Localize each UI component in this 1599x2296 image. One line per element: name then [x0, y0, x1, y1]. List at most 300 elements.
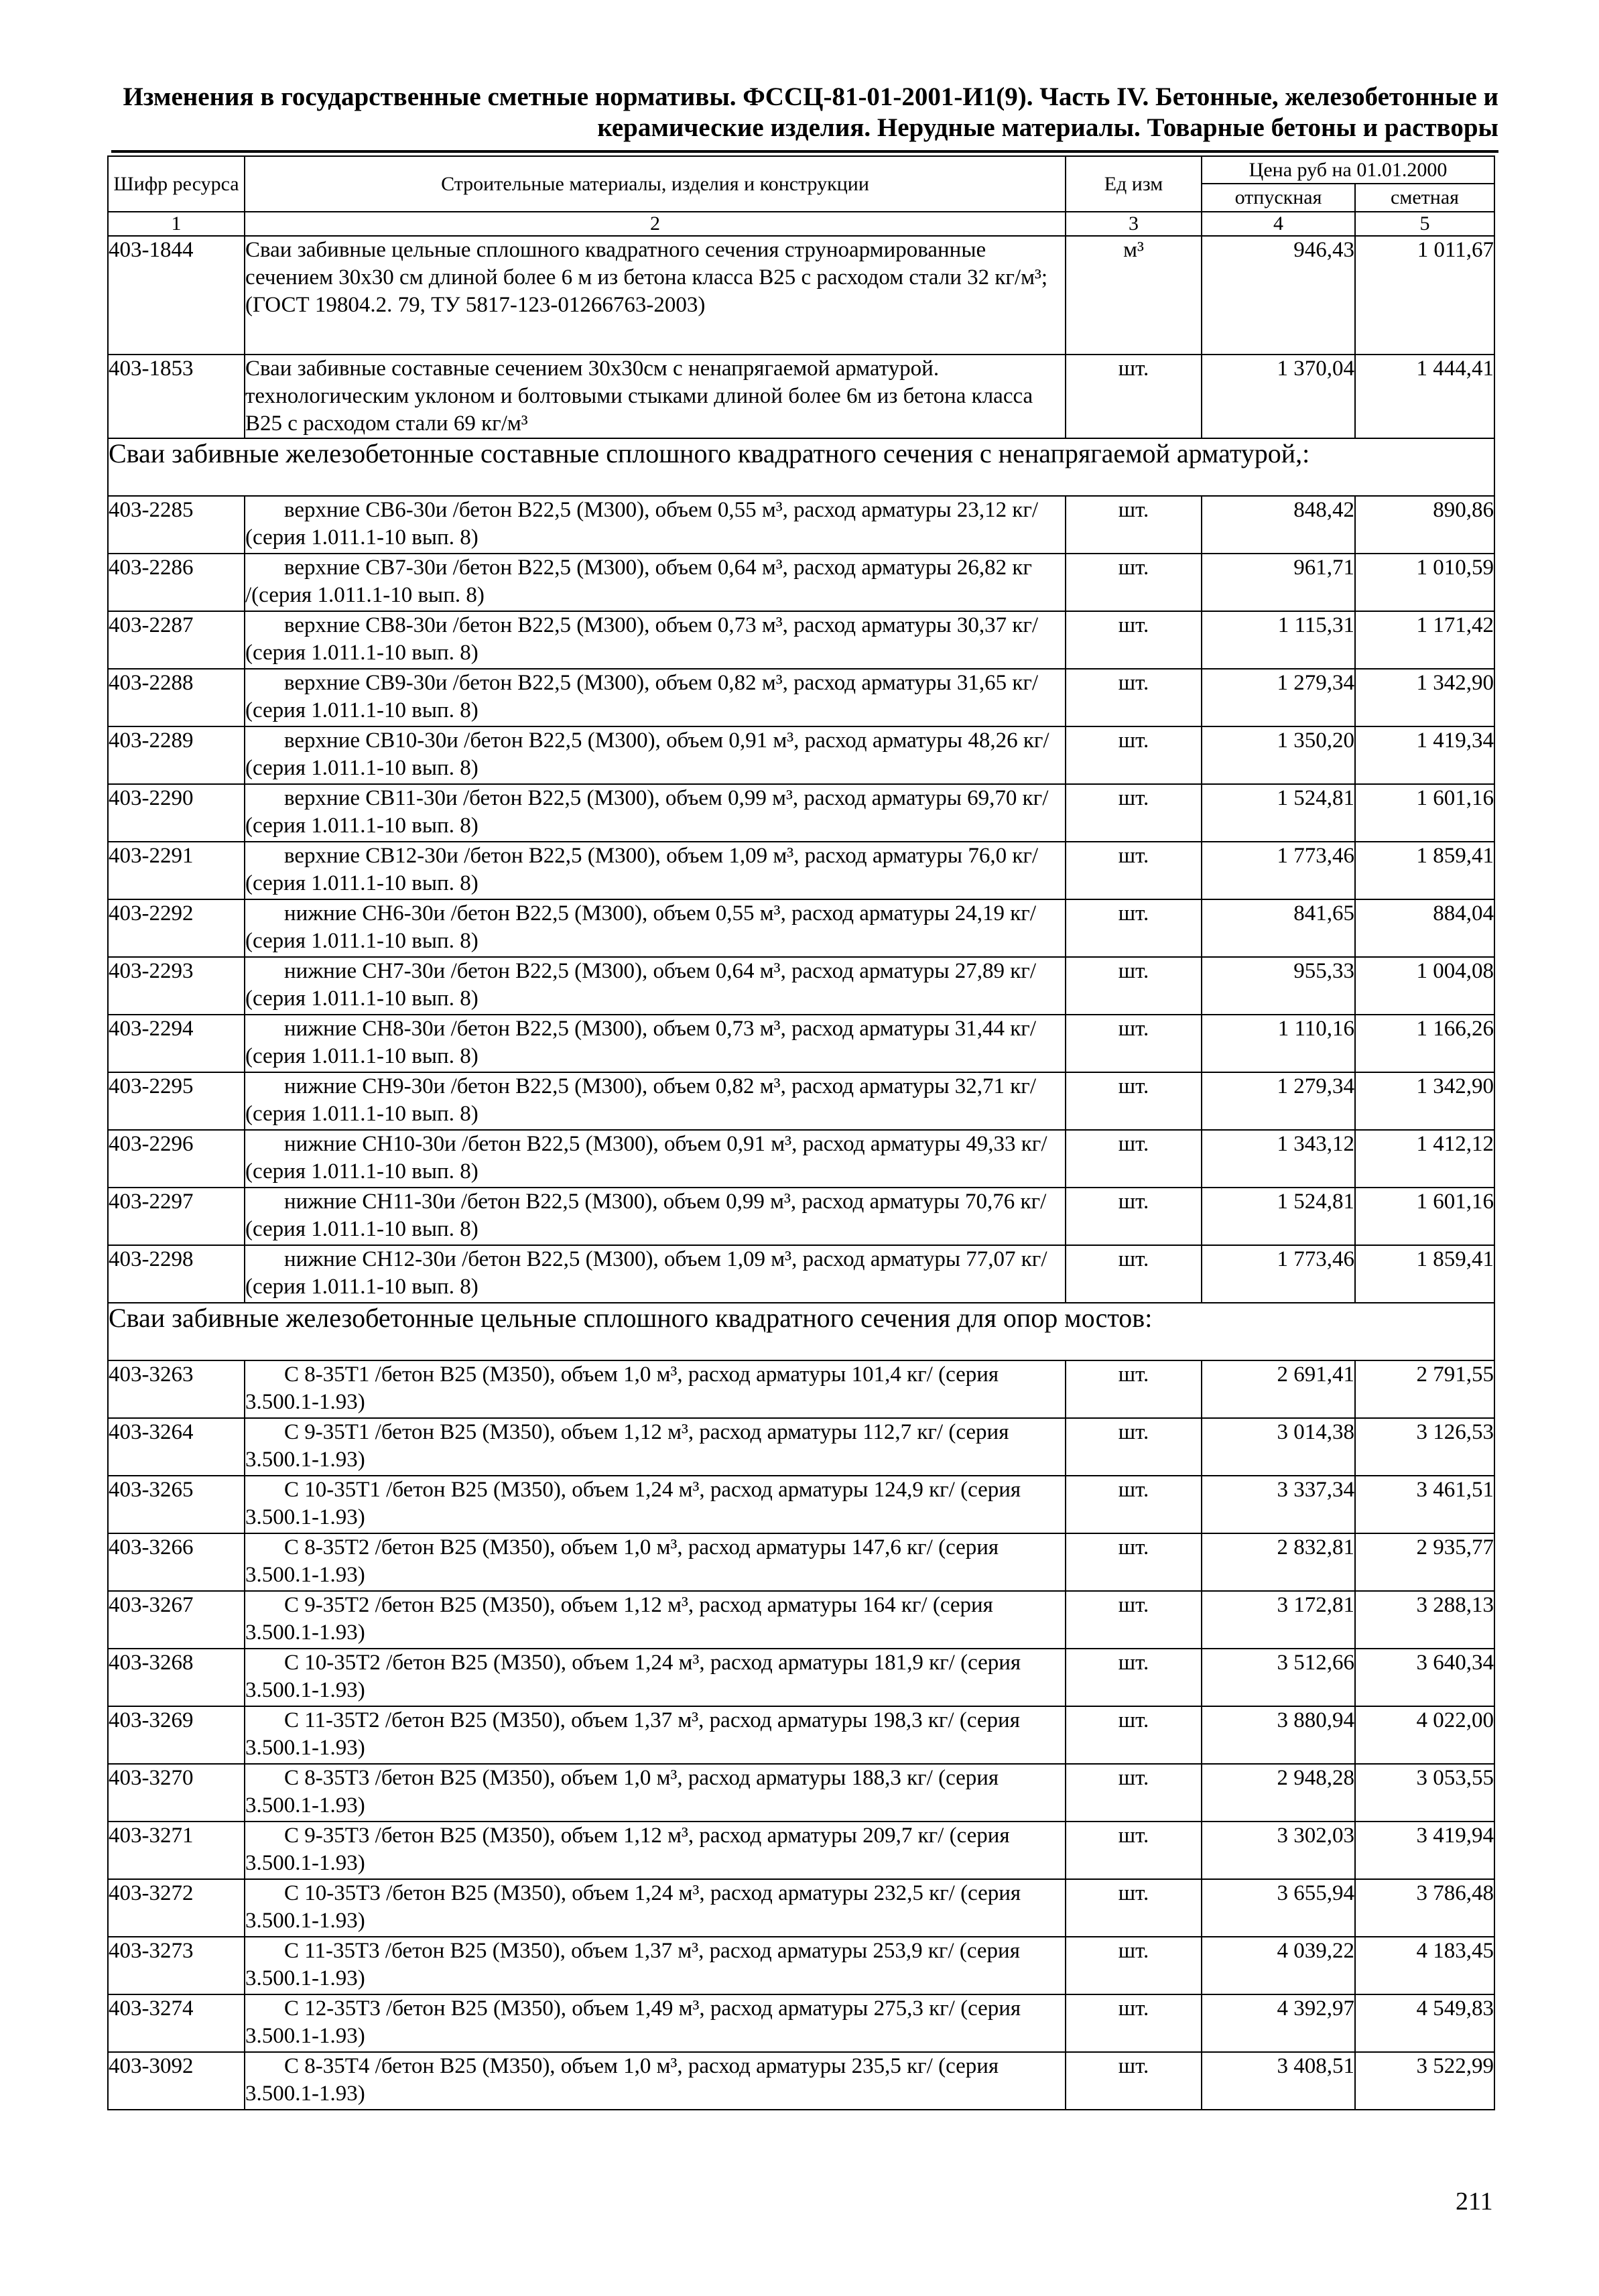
table-row: [108, 899, 1494, 957]
price-release-text: 955,33: [1293, 959, 1354, 983]
resource-code-text: 403-3263: [109, 1362, 194, 1387]
resource-code-text: 403-3267: [109, 1593, 194, 1617]
item-unit: [1066, 1015, 1202, 1072]
item-unit-text: шт.: [1118, 786, 1149, 810]
item-unit-text: шт.: [1118, 728, 1149, 753]
price-release-text: 2 832,81: [1277, 1535, 1354, 1559]
resource-code: [108, 957, 245, 1015]
item-description: [245, 1188, 1066, 1245]
item-unit-text: шт.: [1118, 1420, 1149, 1444]
resource-code: [108, 2052, 245, 2110]
price-estimate-text: 3 522,99: [1416, 2054, 1494, 2078]
header-price: Цена руб на 01.01.2000: [1202, 156, 1494, 184]
item-description-text: С 10-35Т1 /бетон В25 (М350), объем 1,24 м³, расход арматуры 124,9 кг/ (серия 3.500.1-1.93): [245, 1478, 1021, 1529]
price-release: [1202, 355, 1355, 438]
price-release: [1202, 1879, 1355, 1937]
resource-code: [108, 355, 245, 438]
item-description-text: нижние СН7-30и /бетон В22,5 (М300), объем 0,64 м³, расход арматуры 27,89 кг/ (серия 1.011.1-10 вып. 8): [245, 959, 1036, 1011]
item-description-text: верхние СВ8-30и /бетон В22,5 (М300), объем 0,73 м³, расход арматуры 30,37 кг/ (серия 1.011.1-10 вып. 8): [245, 613, 1039, 665]
price-estimate: [1355, 842, 1494, 899]
item-unit-text: шт.: [1118, 671, 1149, 695]
table-row: [108, 957, 1494, 1015]
resource-code: [108, 899, 245, 957]
header-name: Строительные материалы, изделия и конструкции: [245, 156, 1066, 212]
resource-code-text: 403-2293: [109, 959, 194, 983]
item-description-text: С 8-35Т4 /бетон В25 (М350), объем 1,0 м³, расход арматуры 235,5 кг/ (серия 3.500.1-1.93): [245, 2054, 999, 2106]
resource-code: [108, 236, 245, 355]
resource-code: [108, 1706, 245, 1764]
price-estimate: [1355, 496, 1494, 554]
price-estimate-text: 1 342,90: [1416, 671, 1494, 695]
price-estimate-text: 1 419,34: [1416, 728, 1494, 753]
item-unit-text: шт.: [1118, 1132, 1149, 1156]
section-heading-row: [108, 438, 1494, 496]
item-unit-text: шт.: [1118, 498, 1149, 522]
resource-code-text: 403-3092: [109, 2054, 194, 2078]
resource-code-text: 403-2289: [109, 728, 194, 753]
price-estimate: [1355, 1533, 1494, 1591]
price-release-text: 3 302,03: [1277, 1824, 1354, 1848]
item-unit: [1066, 1533, 1202, 1591]
price-release-text: 1 115,31: [1277, 613, 1354, 637]
price-estimate: [1355, 355, 1494, 438]
resource-code: [108, 1245, 245, 1303]
price-estimate-text: 2 791,55: [1416, 1362, 1494, 1387]
price-estimate-text: 1 444,41: [1416, 357, 1494, 381]
item-unit-text: шт.: [1118, 1708, 1149, 1732]
price-estimate-text: 4 022,00: [1416, 1708, 1494, 1732]
table-row: [108, 236, 1494, 355]
item-description-text: С 8-35Т1 /бетон В25 (М350), объем 1,0 м³, расход арматуры 101,4 кг/ (серия 3.500.1-1.93): [245, 1362, 999, 1414]
item-unit: [1066, 1879, 1202, 1937]
price-release-text: 4 392,97: [1277, 1996, 1354, 2021]
item-unit: [1066, 1072, 1202, 1130]
item-unit-text: шт.: [1118, 1996, 1149, 2021]
column-numbers-row: [108, 212, 1494, 236]
price-release: [1202, 1130, 1355, 1188]
item-unit: [1066, 669, 1202, 726]
item-unit-text: шт.: [1118, 1939, 1149, 1963]
table-row: [108, 1879, 1494, 1937]
resource-code-text: 403-3266: [109, 1535, 194, 1559]
resource-code-text: 403-2285: [109, 498, 194, 522]
price-release: [1202, 1591, 1355, 1649]
table-row: [108, 1245, 1494, 1303]
item-unit: [1066, 899, 1202, 957]
document-header: [111, 82, 1498, 143]
price-release: [1202, 1072, 1355, 1130]
item-description: [245, 1706, 1066, 1764]
resource-code-text: 403-2296: [109, 1132, 194, 1156]
table-row: [108, 784, 1494, 842]
price-estimate-text: 1 010,59: [1416, 556, 1494, 580]
resource-code: [108, 554, 245, 611]
item-description-text: нижние СН9-30и /бетон В22,5 (М300), объем 0,82 м³, расход арматуры 32,71 кг/ (серия 1.011.1-10 вып. 8): [245, 1074, 1036, 1126]
item-unit: [1066, 842, 1202, 899]
item-description-text: нижние СН12-30и /бетон В22,5 (М300), объем 1,09 м³, расход арматуры 77,07 кг/ (серия 1.011.1-10 вып. 8): [245, 1247, 1047, 1299]
price-estimate: [1355, 957, 1494, 1015]
price-release-text: 1 279,34: [1277, 1074, 1354, 1098]
price-release: [1202, 611, 1355, 669]
price-estimate-text: 3 053,55: [1416, 1766, 1494, 1790]
price-release-text: 2 691,41: [1277, 1362, 1354, 1387]
item-description: [245, 1879, 1066, 1937]
resource-code-text: 403-3273: [109, 1939, 194, 1963]
resource-code: [108, 1533, 245, 1591]
price-estimate-text: 884,04: [1433, 901, 1494, 926]
item-unit-text: шт.: [1118, 1362, 1149, 1387]
item-unit-text: шт.: [1118, 613, 1149, 637]
price-estimate: [1355, 1072, 1494, 1130]
price-estimate-text: 1 004,08: [1416, 959, 1494, 983]
price-release-text: 848,42: [1293, 498, 1354, 522]
price-release: [1202, 957, 1355, 1015]
resource-code-text: 403-2294: [109, 1017, 194, 1041]
price-release: [1202, 1476, 1355, 1533]
item-description: [245, 957, 1066, 1015]
resource-code-text: 403-3272: [109, 1881, 194, 1905]
item-description-text: С 8-35Т2 /бетон В25 (М350), объем 1,0 м³, расход арматуры 147,6 кг/ (серия 3.500.1-1.93): [245, 1535, 999, 1587]
price-estimate: [1355, 1360, 1494, 1418]
item-unit-text: шт.: [1118, 1017, 1149, 1041]
resource-code-text: 403-2295: [109, 1074, 194, 1098]
resource-code-text: 403-1844: [109, 238, 194, 262]
item-unit-text: шт.: [1118, 959, 1149, 983]
table-row: [108, 2052, 1494, 2110]
table-row: [108, 611, 1494, 669]
resource-code: [108, 1188, 245, 1245]
item-unit-text: шт.: [1118, 1478, 1149, 1502]
item-description-text: С 9-35Т2 /бетон В25 (М350), объем 1,12 м³, расход арматуры 164 кг/ (серия 3.500.1-1.93): [245, 1593, 993, 1645]
price-estimate-text: 3 640,34: [1416, 1651, 1494, 1675]
header-unit: Ед изм: [1066, 156, 1202, 212]
price-release: [1202, 2052, 1355, 2110]
table-row: [108, 1649, 1494, 1706]
price-estimate-text: 1 859,41: [1416, 844, 1494, 868]
table-row: [108, 1188, 1494, 1245]
price-release-text: 946,43: [1293, 238, 1354, 262]
item-description-text: верхние СВ10-30и /бетон В22,5 (М300), объем 0,91 м³, расход арматуры 48,26 кг/ (серия 1.011.1-10 вып. 8): [245, 728, 1049, 780]
item-description: [245, 784, 1066, 842]
item-description-text: С 10-35Т2 /бетон В25 (М350), объем 1,24 м³, расход арматуры 181,9 кг/ (серия 3.500.1-1.93): [245, 1651, 1021, 1702]
item-unit-text: шт.: [1118, 1881, 1149, 1905]
price-release-text: 2 948,28: [1277, 1766, 1354, 1790]
resource-code-text: 403-2286: [109, 556, 194, 580]
price-release: [1202, 236, 1355, 355]
table-row: [108, 1418, 1494, 1476]
section-heading-text: Сваи забивные железобетонные цельные сплошного квадратного сечения для опор мостов:: [109, 1303, 1153, 1333]
price-estimate-text: 1 166,26: [1416, 1017, 1494, 1041]
item-description-text: С 8-35Т3 /бетон В25 (М350), объем 1,0 м³, расход арматуры 188,3 кг/ (серия 3.500.1-1.93): [245, 1766, 999, 1817]
page-number: 211: [1456, 2187, 1493, 2216]
price-release: [1202, 1822, 1355, 1879]
price-estimate-text: 3 419,94: [1416, 1824, 1494, 1848]
table-row: [108, 1015, 1494, 1072]
price-estimate: [1355, 1130, 1494, 1188]
resource-code-text: 403-3274: [109, 1996, 194, 2021]
price-release-text: 1 279,34: [1277, 671, 1354, 695]
section-heading-text: Сваи забивные железобетонные составные сплошного квадратного сечения с ненапрягаемой арматурой,:: [109, 438, 1310, 468]
price-release: [1202, 1937, 1355, 1994]
item-description: [245, 1533, 1066, 1591]
price-estimate-text: 1 601,16: [1416, 786, 1494, 810]
resource-code-text: 403-1853: [109, 357, 194, 381]
item-unit: [1066, 726, 1202, 784]
table-row: [108, 726, 1494, 784]
price-release: [1202, 726, 1355, 784]
item-description-text: С 12-35Т3 /бетон В25 (М350), объем 1,49 м³, расход арматуры 275,3 кг/ (серия 3.500.1-1.93): [245, 1996, 1021, 2048]
price-release-text: 4 039,22: [1277, 1939, 1354, 1963]
price-release: [1202, 669, 1355, 726]
section-heading: [108, 438, 1494, 496]
price-estimate-text: 3 786,48: [1416, 1881, 1494, 1905]
table-row: [108, 1764, 1494, 1822]
item-unit: [1066, 1360, 1202, 1418]
item-unit: [1066, 1418, 1202, 1476]
price-estimate: [1355, 1418, 1494, 1476]
resource-code: [108, 611, 245, 669]
price-estimate-text: 3 126,53: [1416, 1420, 1494, 1444]
item-unit: [1066, 1764, 1202, 1822]
price-release: [1202, 842, 1355, 899]
item-description: [245, 1994, 1066, 2052]
price-estimate: [1355, 726, 1494, 784]
column-number: 3: [1066, 212, 1202, 236]
price-table: [107, 155, 1495, 2110]
section-heading: [108, 1303, 1494, 1360]
price-estimate-text: 1 171,42: [1416, 613, 1494, 637]
item-description-text: С 9-35Т1 /бетон В25 (М350), объем 1,12 м³, расход арматуры 112,7 кг/ (серия 3.500.1-1.93): [245, 1420, 1009, 1472]
item-unit-text: шт.: [1118, 1535, 1149, 1559]
resource-code: [108, 1130, 245, 1188]
item-unit: [1066, 1822, 1202, 1879]
item-unit-text: шт.: [1118, 1766, 1149, 1790]
item-description: [245, 899, 1066, 957]
price-estimate-text: 1 859,41: [1416, 1247, 1494, 1271]
price-estimate: [1355, 1245, 1494, 1303]
item-description: [245, 236, 1066, 355]
item-description: [245, 842, 1066, 899]
item-unit-text: шт.: [1118, 1824, 1149, 1848]
price-release-text: 1 350,20: [1277, 728, 1354, 753]
item-unit: [1066, 1994, 1202, 2052]
item-unit: [1066, 236, 1202, 355]
column-number: 2: [245, 212, 1066, 236]
price-estimate: [1355, 899, 1494, 957]
table-row: [108, 496, 1494, 554]
item-description-text: нижние СН6-30и /бетон В22,5 (М300), объем 0,55 м³, расход арматуры 24,19 кг/ (серия 1.011.1-10 вып. 8): [245, 901, 1036, 953]
price-release-text: 3 172,81: [1277, 1593, 1354, 1617]
resource-code: [108, 1879, 245, 1937]
table-body: [108, 236, 1494, 2110]
item-description-text: верхние СВ6-30и /бетон В22,5 (М300), объем 0,55 м³, расход арматуры 23,12 кг/ (серия 1.011.1-10 вып. 8): [245, 498, 1039, 550]
column-number: 1: [108, 212, 245, 236]
item-unit: [1066, 1476, 1202, 1533]
item-description: [245, 1245, 1066, 1303]
item-description: [245, 1937, 1066, 1994]
header-line-2: керамические изделия. Нерудные материалы. Товарные бетоны и растворы: [597, 113, 1498, 142]
price-estimate: [1355, 669, 1494, 726]
price-release-text: 3 014,38: [1277, 1420, 1354, 1444]
resource-code-text: 403-2297: [109, 1190, 194, 1214]
resource-code: [108, 669, 245, 726]
header-estimate: сметная: [1355, 184, 1494, 212]
resource-code-text: 403-2292: [109, 901, 194, 926]
price-release: [1202, 1706, 1355, 1764]
price-release: [1202, 1764, 1355, 1822]
item-description-text: С 10-35Т3 /бетон В25 (М350), объем 1,24 м³, расход арматуры 232,5 кг/ (серия 3.500.1-1.93): [245, 1881, 1021, 1933]
item-unit-text: м³: [1123, 238, 1144, 262]
item-description-text: С 11-35Т2 /бетон В25 (М350), объем 1,37 м³, расход арматуры 198,3 кг/ (серия 3.500.1-1.93): [245, 1708, 1020, 1760]
resource-code: [108, 842, 245, 899]
price-release: [1202, 1418, 1355, 1476]
item-description: [245, 1649, 1066, 1706]
resource-code: [108, 1937, 245, 1994]
resource-code: [108, 1822, 245, 1879]
item-unit: [1066, 554, 1202, 611]
price-release: [1202, 1360, 1355, 1418]
price-release-text: 3 408,51: [1277, 2054, 1354, 2078]
price-release: [1202, 1994, 1355, 2052]
price-release: [1202, 1188, 1355, 1245]
item-unit: [1066, 1591, 1202, 1649]
item-description: [245, 1476, 1066, 1533]
resource-code: [108, 1015, 245, 1072]
item-unit-text: шт.: [1118, 1074, 1149, 1098]
resource-code-text: 403-3264: [109, 1420, 194, 1444]
item-unit-text: шт.: [1118, 2054, 1149, 2078]
resource-code-text: 403-3269: [109, 1708, 194, 1732]
price-release: [1202, 554, 1355, 611]
item-description: [245, 2052, 1066, 2110]
item-unit: [1066, 2052, 1202, 2110]
table-row: [108, 1822, 1494, 1879]
item-description: [245, 554, 1066, 611]
resource-code: [108, 1072, 245, 1130]
item-unit: [1066, 1245, 1202, 1303]
item-description: [245, 1822, 1066, 1879]
resource-code: [108, 1994, 245, 2052]
resource-code-text: 403-3270: [109, 1766, 194, 1790]
item-unit: [1066, 496, 1202, 554]
price-release-text: 3 337,34: [1277, 1478, 1354, 1502]
price-estimate: [1355, 236, 1494, 355]
price-release-text: 3 512,66: [1277, 1651, 1354, 1675]
item-unit-text: шт.: [1118, 556, 1149, 580]
header-rule: [111, 150, 1498, 153]
table-row: [108, 669, 1494, 726]
price-release-text: 841,65: [1293, 901, 1354, 926]
resource-code: [108, 1591, 245, 1649]
item-unit: [1066, 784, 1202, 842]
price-estimate-text: 890,86: [1433, 498, 1494, 522]
price-release-text: 1 110,16: [1277, 1017, 1354, 1041]
item-description: [245, 1360, 1066, 1418]
table-row: [108, 1937, 1494, 1994]
table-row: [108, 1476, 1494, 1533]
price-estimate: [1355, 1591, 1494, 1649]
price-release: [1202, 1245, 1355, 1303]
table-row: [108, 842, 1494, 899]
item-unit-text: шт.: [1118, 1593, 1149, 1617]
item-description-text: Сваи забивные составные сечением 30x30см с ненапрягаемой арматурой. технологическим уклоном и болтовыми стыками длиной более 6м из бетона класса В25 с расходом стали 69 кг/м³: [245, 357, 1033, 436]
resource-code: [108, 726, 245, 784]
table-row: [108, 1360, 1494, 1418]
price-release-text: 1 343,12: [1277, 1132, 1354, 1156]
price-estimate-text: 2 935,77: [1416, 1535, 1494, 1559]
item-description-text: С 9-35Т3 /бетон В25 (М350), объем 1,12 м³, расход арматуры 209,7 кг/ (серия 3.500.1-1.93): [245, 1824, 1010, 1875]
item-description-text: нижние СН8-30и /бетон В22,5 (М300), объем 0,73 м³, расход арматуры 31,44 кг/ (серия 1.011.1-10 вып. 8): [245, 1017, 1036, 1068]
price-estimate-text: 1 011,67: [1417, 238, 1494, 262]
item-description-text: Сваи забивные цельные сплошного квадратного сечения струноармированные сечением 30x30 см длиной более 6 м из бетона класса В25 с расходом стали 32 кг/м³; (ГОСТ 19804.2. 79, ТУ 5817-123-01266763-2003): [245, 238, 1048, 317]
price-estimate: [1355, 2052, 1494, 2110]
price-release-text: 3 880,94: [1277, 1708, 1354, 1732]
item-description: [245, 496, 1066, 554]
price-release-text: 961,71: [1293, 556, 1354, 580]
column-number: 4: [1202, 212, 1355, 236]
table-row: [108, 1994, 1494, 2052]
resource-code: [108, 1360, 245, 1418]
table-row: [108, 1591, 1494, 1649]
item-unit: [1066, 1188, 1202, 1245]
price-estimate-text: 3 461,51: [1416, 1478, 1494, 1502]
price-estimate: [1355, 784, 1494, 842]
price-release: [1202, 899, 1355, 957]
price-release-text: 1 773,46: [1277, 1247, 1354, 1271]
item-description-text: нижние СН11-30и /бетон В22,5 (М300), объем 0,99 м³, расход арматуры 70,76 кг/ (серия 1.011.1-10 вып. 8): [245, 1190, 1047, 1241]
price-estimate: [1355, 1994, 1494, 2052]
item-unit: [1066, 1937, 1202, 1994]
item-unit-text: шт.: [1118, 357, 1149, 381]
price-estimate-text: 1 412,12: [1416, 1132, 1494, 1156]
item-description: [245, 1418, 1066, 1476]
item-description-text: нижние СН10-30и /бетон В22,5 (М300), объем 0,91 м³, расход арматуры 49,33 кг/ (серия 1.011.1-10 вып. 8): [245, 1132, 1047, 1184]
item-description: [245, 1764, 1066, 1822]
resource-code: [108, 1649, 245, 1706]
price-estimate-text: 1 342,90: [1416, 1074, 1494, 1098]
column-number: 5: [1355, 212, 1494, 236]
price-estimate: [1355, 1764, 1494, 1822]
price-release-text: 1 370,04: [1277, 357, 1354, 381]
price-estimate: [1355, 1706, 1494, 1764]
price-estimate: [1355, 1822, 1494, 1879]
price-estimate-text: 1 601,16: [1416, 1190, 1494, 1214]
resource-code: [108, 1764, 245, 1822]
table-row: [108, 554, 1494, 611]
item-description: [245, 611, 1066, 669]
item-description: [245, 355, 1066, 438]
resource-code-text: 403-3268: [109, 1651, 194, 1675]
resource-code: [108, 1418, 245, 1476]
price-estimate: [1355, 554, 1494, 611]
item-unit-text: шт.: [1118, 1247, 1149, 1271]
price-estimate: [1355, 1476, 1494, 1533]
price-estimate: [1355, 1649, 1494, 1706]
item-unit: [1066, 355, 1202, 438]
price-estimate-text: 3 288,13: [1416, 1593, 1494, 1617]
item-unit-text: шт.: [1118, 1190, 1149, 1214]
price-estimate: [1355, 1937, 1494, 1994]
item-unit-text: шт.: [1118, 901, 1149, 926]
item-description: [245, 1072, 1066, 1130]
price-estimate: [1355, 611, 1494, 669]
resource-code-text: 403-3265: [109, 1478, 194, 1502]
resource-code: [108, 784, 245, 842]
table-row: [108, 1072, 1494, 1130]
table-row: [108, 1130, 1494, 1188]
price-release: [1202, 496, 1355, 554]
item-description: [245, 669, 1066, 726]
